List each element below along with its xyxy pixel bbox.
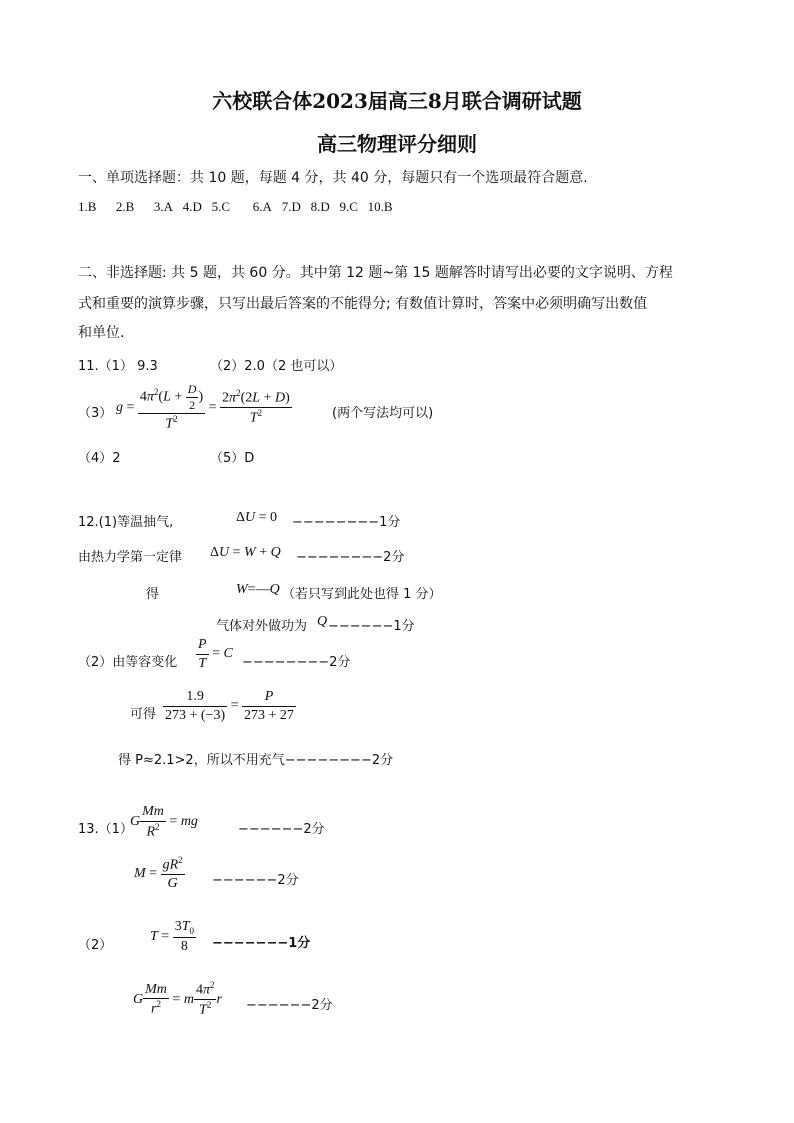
- answer-4: 4.D: [182, 199, 202, 214]
- answer-2: 2.B: [115, 199, 135, 214]
- q12-line4-score: −−−−−−1分: [328, 619, 415, 634]
- q12-eq5: $\frac{P}{T}$ = C: [198, 637, 233, 671]
- answer-9: 9.C: [339, 199, 358, 214]
- q13-part2-label: （2）: [78, 938, 113, 953]
- q12-line1-score: −−−−−−−−1分: [292, 515, 401, 530]
- q12-eq4: Q: [317, 614, 328, 629]
- answer-10: 10.B: [367, 199, 393, 214]
- q12-line2-text: 由热力学第一定律: [78, 550, 183, 565]
- q12-eq1: ΔU = 0: [236, 510, 278, 525]
- section1-heading: 一、单项选择题：共 10 题，每题 4 分，共 40 分，每题只有一个选项最符合题意.: [78, 170, 588, 186]
- q13-score1: −−−−−−2分: [238, 822, 325, 837]
- answer-3: 3.A: [153, 199, 173, 214]
- section2-line1: 二、非选择题: 共 5 题，共 60 分。其中第 12 题~第 15 题解答时请写出必要的文字说明、方程: [78, 265, 673, 281]
- q11-answer-2: （2）2.0（2 也可以）: [210, 359, 343, 374]
- q13-score3: −−−−−−−1分: [212, 936, 311, 951]
- answer-6: 6.A: [252, 199, 272, 214]
- q13-score4: −−−−−−2分: [246, 998, 333, 1013]
- q11-answer-1: 11.（1） 9.3: [78, 359, 158, 374]
- q11-answer-4: （4）2: [78, 451, 121, 466]
- q13-score2: −−−−−−2分: [212, 873, 299, 888]
- q12-eq6: $\frac{1.9}{273 + (-3)}$ = $\frac{P}{273 + 27}$: [165, 689, 294, 723]
- q12-line7-text: 得 P≈2.1>2，所以不用充气−−−−−−−−2分: [118, 753, 394, 768]
- answer-row: [78, 199, 393, 215]
- q11-answer-3-note: (两个写法均可以): [332, 406, 434, 421]
- q12-line1-text: 12.(1)等温抽气,: [78, 515, 174, 530]
- page-title: 六校联合体2023届高三8月联合调研试题: [212, 89, 582, 113]
- q11-answer-3-label: （3）: [78, 406, 113, 421]
- q12-line2-score: −−−−−−−−2分: [296, 550, 405, 565]
- answer-1: 1.B: [78, 199, 97, 214]
- q12-line3-note: （若只写到此处也得 1 分）: [282, 587, 442, 602]
- q12-eq2: ΔU = W + Q: [210, 545, 281, 560]
- q13-part1-label: 13.（1）: [78, 822, 133, 837]
- q12-eq3: W=—Q: [236, 582, 280, 597]
- q12-line3-text: 得: [146, 587, 160, 602]
- q12-line6-text: 可得: [130, 707, 157, 722]
- q13-eq3: T = $\frac{3T_0}{8}$: [150, 919, 194, 955]
- section2-line2: 式和重要的演算步骤，只写出最后答案的不能得分; 有数值计算时，答案中必须明确写出数值: [78, 296, 648, 312]
- page-subtitle: 高三物理评分细则: [317, 132, 477, 156]
- q12-line4-text: 气体对外做功为: [216, 619, 308, 634]
- q12-line5-score: −−−−−−−−2分: [242, 655, 351, 670]
- q13-eq1: G $\frac{Mm}{R^2}$ = mg: [130, 804, 198, 840]
- q11-formula: g = $4\pi^2(L$ + $\frac{D}{2}$ ) $T^2$ = $\frac{2\pi^2(2L + D)}{T^2}$: [116, 382, 290, 432]
- answer-5: 5.C: [211, 199, 231, 214]
- answer-7: 7.D: [281, 199, 301, 214]
- q12-line5-text: （2）由等容变化: [78, 655, 178, 670]
- q13-eq4: G $\frac{Mm}{r^2}$ = m $\frac{4\pi^2}{T^2}$ r: [133, 980, 222, 1018]
- q13-eq2: M = $\frac{gR^2}{G}$: [134, 855, 183, 892]
- answer-8: 8.D: [310, 199, 330, 214]
- section2-line3: 和单位.: [78, 325, 125, 341]
- q11-answer-5: （5）D: [210, 451, 255, 466]
